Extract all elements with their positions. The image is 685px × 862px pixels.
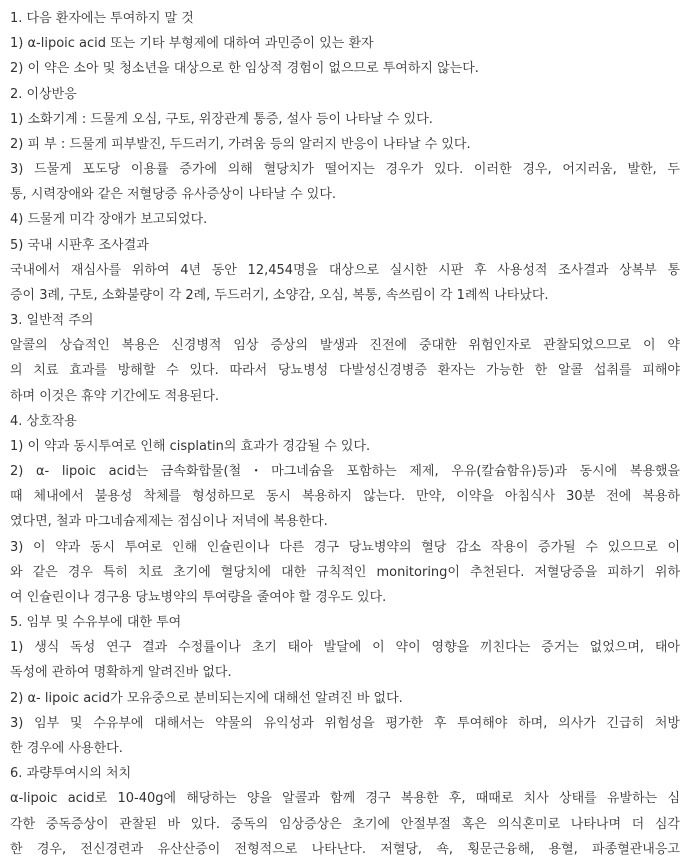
text-line: 1. 다음 환자에는 투여하지 말 것 <box>10 11 194 26</box>
text-line: 와 같은 경우 특히 치료 초기에 혈당치에 대한 규칙적인 monitoring이 추천된다. 저혈당증을 피하기 위하 <box>10 564 680 580</box>
text-line: 2. 이상반응 <box>10 86 77 102</box>
text-line: 각한 중독증상이 관찰된 바 있다. 중독의 임상증상은 초기에 안절부절 혹은 의식혼미로 나타나며 더 심각 <box>10 816 680 832</box>
text-line: 독성에 관하여 명확하게 알려진바 없다. <box>10 665 232 681</box>
text-line: 때 체내에서 불용성 착체를 형성하므로 동시 복용하지 않는다. 만약, 이약을 아침식사 30분 전에 복용하 <box>10 489 680 505</box>
text-line: 4) 드물게 미각 장애가 보고되었다. <box>10 212 208 228</box>
text-line: 한 경우, 전신경련과 유산산증이 전형적으로 나타난다. 저혈당, 쇽, 횡문근융해, 용혈, 파종혈관내응고 <box>10 841 680 857</box>
text-line: 국내에서 재심사를 위하여 4년 동안 12,454명을 대상으로 실시한 시판 후 사용성적 조사결과 상복부 통 <box>10 262 680 278</box>
text-line: 3) 임부 및 수유부에 대해서는 약물의 유익성과 위험성을 평가한 후 투여해야 하며, 의사가 긴급히 처방 <box>10 715 680 731</box>
text-line: 알콜의 상습적인 복용은 신경병적 임상 증상의 발생과 진전에 중대한 위험인자로 관찰되었으므로 이 약 <box>10 338 680 354</box>
text-line: 6. 과량투여시의 처치 <box>10 766 132 782</box>
text-line: 통, 시력장애와 같은 저혈당증 유사증상이 나타날 수 있다. <box>10 187 337 203</box>
text-line: α-lipoic acid로 10-40g에 해당하는 양을 알콜과 함께 경구 복용한 후, 때때로 치사 상태를 유발하는 심 <box>10 791 680 807</box>
document-body <box>10 6 680 862</box>
text-line: 4. 상호작용 <box>10 413 77 429</box>
text-line: 한 경우에 사용한다. <box>10 740 123 756</box>
text-line: 2) 이 약은 소아 및 청소년을 대상으로 한 임상적 경험이 없으므로 투여하지 않는다. <box>10 61 479 77</box>
text-line: 여 인슐린이나 경구용 당뇨병약의 투여량을 줄여야 할 경우도 있다. <box>10 589 387 605</box>
text-line: 3) 드물게 포도당 이용률 증가에 의해 혈당치가 떨어지는 경우가 있다. 이러한 경우, 어지러움, 발한, 두 <box>10 162 680 178</box>
text-line: 의 치료 효과를 방해할 수 있다. 따라서 당뇨병성 다발성신경병증 환자는 가능한 한 알콜 섭취를 피해야 <box>10 363 680 379</box>
text-line: 2) α- lipoic acid가 모유중으로 분비되는지에 대해선 알려진 바 없다. <box>10 690 403 706</box>
text-line: 5. 임부 및 수유부에 대한 투여 <box>10 615 182 631</box>
text-line: 3. 일반적 주의 <box>10 313 94 329</box>
text-line: 3) 이 약과 동시 투여로 인해 인슐린이나 다른 경구 당뇨병약의 혈당 감소 작용이 증가될 수 있으므로 이 <box>10 539 680 555</box>
text-line: 1) 이 약과 동시투여로 인해 cisplatin의 효과가 경감될 수 있다. <box>10 438 371 454</box>
text-line: 하며 이것은 휴약 기간에도 적용된다. <box>10 388 220 404</box>
text-line: 1) 소화기계 : 드물게 오심, 구토, 위장관계 통증, 설사 등이 나타날 수 있다. <box>10 111 433 127</box>
text-line: 2) α- lipoic acid는 금속화합물(철・마그네슘을 포함하는 제제, 우유(칼슘함유)등)과 동시에 복용했을 <box>10 464 680 480</box>
text-line: 1) α-lipoic acid 또는 기타 부형제에 대하여 과민증이 있는 환자 <box>10 36 374 52</box>
text-line: 1) 생식 독성 연구 결과 수정률이나 초기 태아 발달에 이 약이 영향을 끼친다는 증거는 없었으며, 태아 <box>10 640 680 656</box>
text-line: 였다면, 철과 마그네슘제제는 점심이나 저녁에 복용한다. <box>10 514 328 530</box>
text-line: 증이 3례, 구토, 소화불량이 각 2례, 두드러기, 소양감, 오심, 복통, 속쓰림이 각 1례씩 나타났다. <box>10 287 549 303</box>
text-line: 5) 국내 시판후 조사결과 <box>10 237 149 253</box>
text-line: 2) 피 부 : 드물게 피부발진, 두드러기, 가려움 등의 알러지 반응이 나타날 수 있다. <box>10 136 471 152</box>
